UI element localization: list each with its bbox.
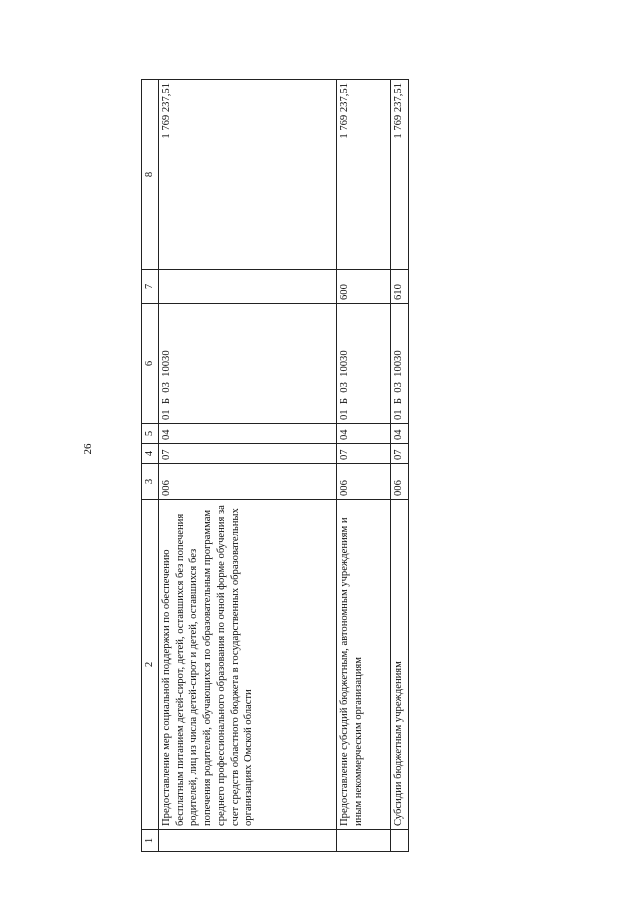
table-row	[158, 80, 336, 852]
header-cell: 1	[142, 830, 159, 852]
header-row	[142, 80, 159, 852]
header-cell: 5	[142, 424, 159, 444]
code-target-article	[336, 304, 390, 424]
row-description: Субсидии бюджетным учреждениям	[390, 500, 408, 830]
target-direction: 10030	[338, 350, 350, 377]
row-description: Предоставление мер социальной поддержки по обеспечению бесплатным питанием детей-сирот, детей, оставшихся без попечения родителей, лиц из числа детей-сирот и детей, оставшихся без попечения родителей, обучающихся по образовательным программам среднего профессионального образования по очной форме обучения за счет средств областного бюджета в государственных образовательных организациях Омской области	[158, 500, 336, 830]
amount: 1 769 237,51	[390, 80, 408, 270]
code-grbs: 006	[336, 464, 390, 500]
target-subprogram: Б	[338, 398, 350, 405]
budget-table	[141, 79, 409, 852]
header-cell: 8	[142, 80, 159, 270]
code-target-article	[158, 304, 336, 424]
target-subprogram: Б	[160, 398, 172, 405]
target-event: 03	[392, 382, 404, 393]
code-subsection: 04	[390, 424, 408, 444]
row-index-cell	[390, 830, 408, 852]
code-section: 07	[336, 444, 390, 464]
page-number: 26	[82, 443, 94, 455]
rotated-table-wrapper	[141, 80, 404, 852]
target-direction: 10030	[160, 350, 172, 377]
code-target-article	[390, 304, 408, 424]
target-event: 03	[338, 382, 350, 393]
target-program: 01	[392, 409, 404, 420]
header-cell: 6	[142, 304, 159, 424]
code-subsection: 04	[336, 424, 390, 444]
header-cell: 3	[142, 464, 159, 500]
row-description: Предоставление субсидий бюджетным, автономным учреждениям и иным некоммерческим организациям	[336, 500, 390, 830]
header-cell: 7	[142, 270, 159, 304]
code-grbs: 006	[390, 464, 408, 500]
target-direction: 10030	[392, 350, 404, 377]
row-index-cell	[158, 830, 336, 852]
target-program: 01	[160, 409, 172, 420]
header-cell: 2	[142, 500, 159, 830]
target-event: 03	[160, 382, 172, 393]
code-section: 07	[158, 444, 336, 464]
amount: 1 769 237,51	[158, 80, 336, 270]
amount: 1 769 237,51	[336, 80, 390, 270]
code-grbs: 006	[158, 464, 336, 500]
target-subprogram: Б	[392, 398, 404, 405]
row-index-cell	[336, 830, 390, 852]
header-cell: 4	[142, 444, 159, 464]
target-program: 01	[338, 409, 350, 420]
code-expense-type: 610	[390, 270, 408, 304]
code-section: 07	[390, 444, 408, 464]
code-expense-type: 600	[336, 270, 390, 304]
code-expense-type	[158, 270, 336, 304]
table-row	[390, 80, 408, 852]
code-subsection: 04	[158, 424, 336, 444]
table-row	[336, 80, 390, 852]
